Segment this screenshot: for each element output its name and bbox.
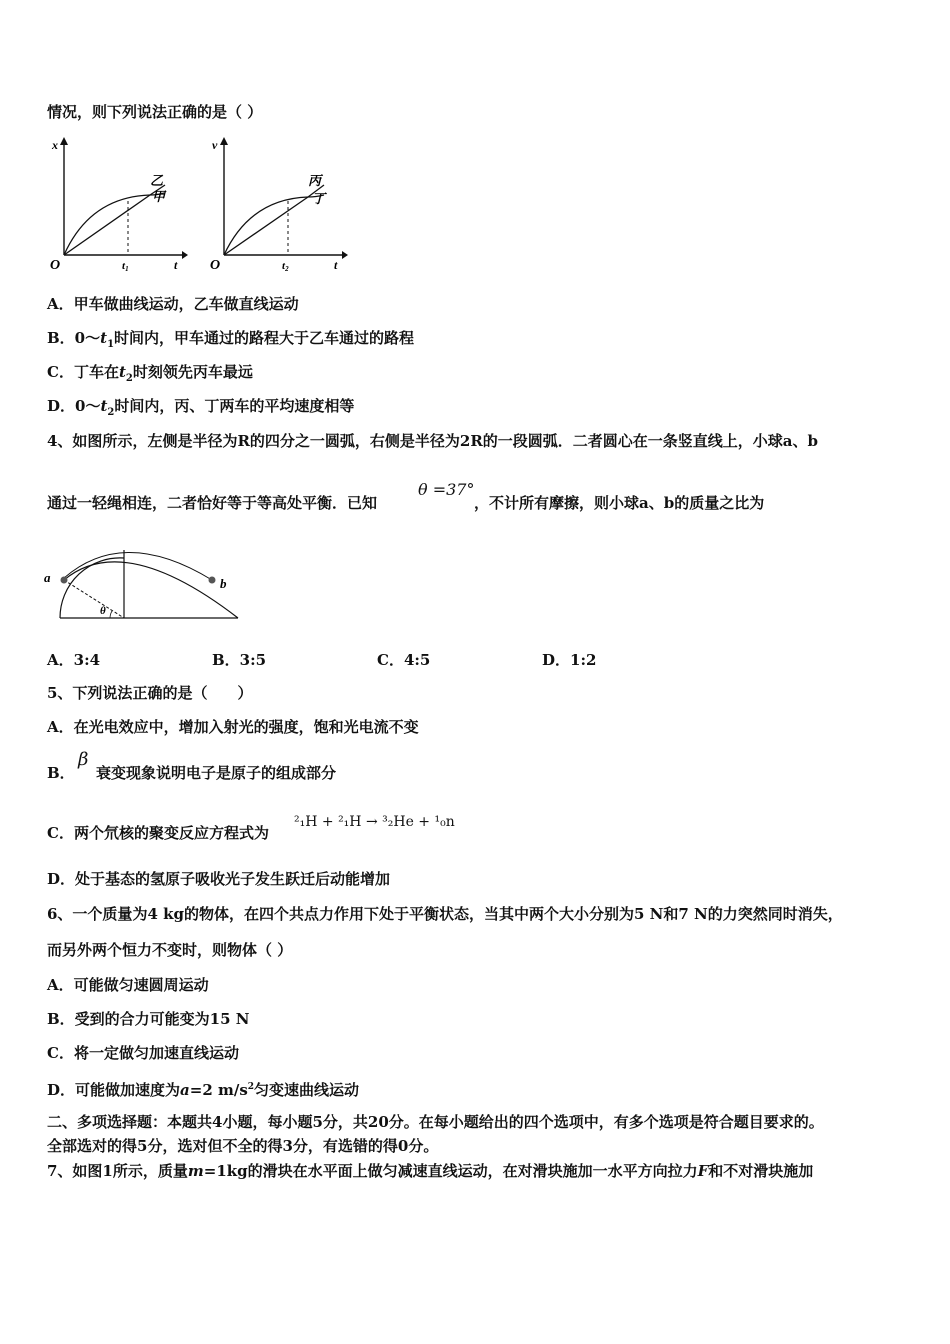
ball-a-label: a — [44, 570, 51, 585]
graph2-y-label: v — [212, 138, 218, 152]
question-3-tail: 情况，则下列说法正确的是（ ） — [47, 103, 263, 121]
q5-option-b-label: B． — [47, 764, 75, 782]
q3-option-b: B．$0\sim t_1$时间内，甲车通过的路程大于乙车通过的路程 — [47, 329, 415, 350]
fusion-equation: ²₁H + ²₁H → ³₂He + ¹₀n — [294, 814, 455, 830]
beta-symbol: β — [78, 749, 89, 770]
question-4-line1: 4、如图所示，左侧是半径为R的四分之一圆弧，右侧是半径为2R的一段圆弧．二者圆心在一条竖直线上，小球a、b — [47, 432, 819, 450]
section-2-heading-line2: 全部选对的得5分，选对但不全的得3分，有选错的得0分。 — [47, 1137, 439, 1155]
theta-equation: θ =37° — [418, 480, 475, 499]
graph1-curve-upper-label: 乙 — [150, 173, 164, 188]
question-4-line2-pre: 通过一轻绳相连，二者恰好等于等高处平衡．已知 — [47, 494, 378, 512]
question-7-line1: 7、如图1所示，质量m=1kg的滑块在水平面上做匀减速直线运动，在对滑块施加一水平方向拉力F和不对滑块施加 — [47, 1162, 814, 1180]
graph1-tick-label: t1 — [122, 260, 129, 273]
ball-b-label: b — [220, 576, 227, 591]
q4-option-d: D．1:2 — [542, 651, 597, 669]
question-6-line1: 6、一个质量为4 kg的物体，在四个共点力作用下处于平衡状态，当其中两个大小分别为5 N和7 N的力突然同时消失， — [47, 905, 843, 923]
graph2-curve-upper-label: 丙 — [308, 173, 322, 188]
q5-option-b-text: 衰变现象说明电子是原子的组成部分 — [96, 764, 337, 782]
question-4-line2-post: ，不计所有摩擦，则小球a、b的质量之比为 — [474, 494, 765, 512]
angle-theta-label: θ — [100, 605, 106, 617]
graph2-t-label: t — [334, 258, 338, 272]
q6-option-b: B．受到的合力可能变为15 N — [47, 1010, 250, 1028]
graph1-origin: O — [50, 258, 61, 273]
q6-option-d: D．可能做加速度为a=2 $m/s^2$匀变速曲线运动 — [47, 1081, 360, 1099]
graph1-t-label: t — [174, 258, 178, 272]
graph2-curve-lower-label: 丁 — [312, 191, 326, 206]
q5-option-c-text: C．两个氘核的聚变反应方程式为 — [47, 824, 269, 842]
graph2-origin: O — [210, 258, 221, 273]
section-2-heading-line1: 二、多项选择题：本题共4小题，每小题5分，共20分。在每小题给出的四个选项中，有多个选项是符合题目要求的。 — [47, 1113, 824, 1131]
graph2-tick-label: t2 — [282, 260, 289, 273]
graph-v-t — [200, 135, 350, 275]
graph1-y-label: x — [52, 138, 58, 152]
q5-option-a: A．在光电效应中，增加入射光的强度，饱和光电流不变 — [47, 718, 419, 736]
q4-option-c: C．4:5 — [377, 651, 431, 669]
q4-option-a: A．3:4 — [47, 651, 101, 669]
q3-option-c: C．丁车在$t_2$时刻领先丙车最远 — [47, 363, 253, 384]
q6-option-c: C．将一定做匀加速直线运动 — [47, 1044, 239, 1062]
q4-option-b: B．3:5 — [212, 651, 267, 669]
question-6-line2: 而另外两个恒力不变时，则物体（ ） — [47, 941, 293, 959]
q3-option-d: D．$0\sim t_2$时间内，丙、丁两车的平均速度相等 — [47, 397, 355, 418]
graph-x-t — [40, 135, 190, 275]
q6-option-a: A．可能做匀速圆周运动 — [47, 976, 209, 994]
question-5-stem: 5、下列说法正确的是（ ） — [47, 684, 253, 702]
q5-option-d: D．处于基态的氢原子吸收光子发生跃迁后动能增加 — [47, 870, 391, 888]
arc-figure — [40, 540, 250, 624]
graph1-curve-lower-label: 甲 — [152, 189, 166, 204]
q3-option-a: A．甲车做曲线运动，乙车做直线运动 — [47, 295, 299, 313]
